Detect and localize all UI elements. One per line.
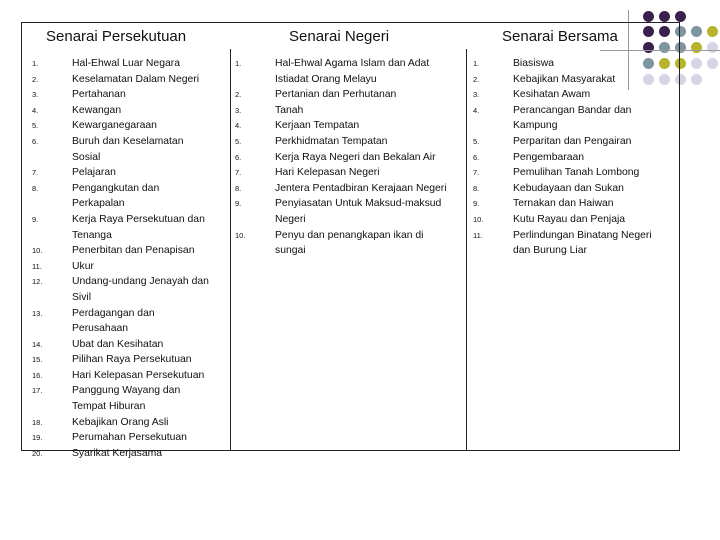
item-text: Jentera Pentadbiran Kerajaan Negeri (275, 182, 447, 194)
decorative-dot (707, 26, 718, 37)
item-number: 7. (235, 168, 242, 178)
item-text: Tanah (275, 104, 304, 116)
list-item (32, 352, 220, 368)
decorative-dot (707, 42, 718, 53)
item-text: Kerja Raya Negeri dan Bekalan Air (275, 151, 436, 163)
list-item (32, 181, 220, 212)
list-item (32, 446, 220, 462)
item-number: 8. (235, 183, 242, 193)
item-number: 11. (32, 261, 42, 271)
list-item (473, 134, 668, 150)
item-number: 4. (473, 105, 480, 115)
item-text: Ubat dan Kesihatan (72, 338, 164, 350)
decorative-dot (707, 58, 718, 69)
list-item (32, 165, 220, 181)
item-number: 2. (473, 74, 480, 84)
item-number: 6. (32, 136, 39, 146)
decorative-dot (691, 58, 702, 69)
item-text: Kebajikan Orang Asli (72, 416, 169, 428)
list-item (32, 430, 220, 446)
item-text: Pertahanan (72, 89, 126, 101)
list-item (32, 337, 220, 353)
item-number: 7. (473, 168, 480, 178)
federal-list (32, 56, 220, 461)
list-item (473, 165, 668, 181)
decorative-dot (659, 11, 670, 22)
list-item (473, 181, 668, 197)
item-text: Kebudayaan dan Sukan (513, 182, 624, 194)
list-item (32, 259, 220, 275)
item-text: Perancangan Bandar dan Kampung (513, 104, 632, 132)
item-number: 18. (32, 417, 43, 427)
item-number: 11. (473, 230, 483, 240)
list-item (235, 118, 460, 134)
item-text: Hari Kelepasan Negeri (275, 167, 380, 179)
item-text: Perdagangan dan Perusahaan (72, 307, 155, 335)
list-item (473, 228, 668, 259)
list-item (32, 368, 220, 384)
item-text: Pelajaran (72, 167, 116, 179)
item-number: 16. (32, 370, 43, 380)
decorative-dot (643, 11, 654, 22)
item-number: 10. (235, 230, 246, 240)
item-number: 10. (473, 214, 484, 224)
item-number: 2. (32, 74, 39, 84)
federal-list-title: Senarai Persekutuan (46, 28, 187, 45)
item-number: 4. (235, 121, 242, 131)
item-text: Pengembaraan (513, 151, 585, 163)
item-number: 12. (32, 277, 43, 287)
item-number: 7. (32, 168, 39, 178)
item-text: Penerbitan dan Penapisan (72, 245, 195, 257)
concurrent-list (473, 56, 668, 259)
concurrent-list-title: Senarai Bersama (502, 28, 618, 45)
item-number: 9. (32, 214, 39, 224)
item-text: Ternakan dan Haiwan (513, 198, 614, 210)
item-text: Hal-Ehwal Agama Islam dan Adat Istiadat Orang Melayu (275, 58, 430, 85)
item-number: 10. (32, 246, 43, 256)
item-number: 14. (32, 339, 43, 349)
item-text: Undang-undang Jenayah dan Sivil (72, 276, 209, 303)
item-text: Panggung Wayang dan Tempat Hiburan (72, 385, 181, 413)
decorative-dot (691, 26, 702, 37)
item-text: Kebajikan Masyarakat (513, 73, 616, 85)
item-text: Kesihatan Awam (513, 89, 591, 101)
item-number: 1. (473, 59, 480, 68)
item-number: 3. (473, 90, 480, 100)
list-item (235, 103, 460, 119)
list-item (235, 165, 460, 181)
column-divider (466, 49, 467, 451)
list-item (32, 103, 220, 119)
state-list-title: Senarai Negeri (289, 28, 390, 45)
item-number: 3. (32, 90, 39, 100)
item-text: Perparitan dan Pengairan (513, 135, 632, 147)
list-item (473, 196, 668, 212)
item-text: Penyiasatan Untuk Maksud-maksud Negeri (275, 198, 442, 225)
item-number: 20. (32, 448, 43, 458)
list-item (32, 134, 220, 165)
item-text: Penyu dan penangkapan ikan di sungai (275, 229, 424, 257)
item-number: 8. (32, 183, 39, 193)
item-text: Hari Kelepasan Persekutuan (72, 369, 205, 381)
item-text: Kerja Raya Persekutuan dan Tenanga (72, 213, 205, 241)
list-item (473, 87, 668, 103)
item-text: Perkhidmatan Tempatan (275, 135, 388, 147)
list-item (473, 72, 668, 88)
list-item (32, 118, 220, 134)
item-number: 15. (32, 355, 43, 365)
item-text: Kewangan (72, 104, 122, 116)
list-item (473, 212, 668, 228)
list-item (32, 87, 220, 103)
item-number: 6. (235, 152, 242, 162)
item-number: 1. (235, 59, 242, 68)
column-divider (230, 49, 231, 451)
list-item (235, 196, 460, 227)
item-number: 9. (473, 199, 480, 209)
item-text: Kutu Rayau dan Penjaja (513, 213, 626, 225)
item-number: 9. (235, 199, 242, 209)
item-text: Keselamatan Dalam Negeri (72, 73, 200, 85)
list-item (32, 415, 220, 431)
list-item (32, 243, 220, 259)
item-text: Kewarganegaraan (72, 120, 157, 132)
item-number: 8. (473, 183, 480, 193)
item-text: Kerjaan Tempatan (275, 120, 360, 132)
list-item (235, 181, 460, 197)
list-item (235, 228, 460, 259)
item-number: 5. (473, 136, 480, 146)
item-number: 2. (235, 90, 242, 100)
list-item (235, 56, 460, 87)
item-text: Syarikat Kerjasama (72, 447, 163, 459)
item-text: Perlindungan Binatang Negeri dan Burung Liar (513, 229, 652, 257)
decorative-dot (691, 74, 702, 85)
list-item (235, 134, 460, 150)
item-number: 5. (235, 136, 242, 146)
item-number: 19. (32, 433, 43, 443)
list-item (32, 212, 220, 243)
item-text: Ukur (72, 260, 94, 272)
item-number: 3. (235, 105, 242, 115)
item-text: Perumahan Persekutuan (72, 432, 187, 444)
item-number: 17. (32, 386, 43, 396)
item-number: 5. (32, 121, 39, 131)
decorative-dot (675, 11, 686, 22)
item-text: Pertanian dan Perhutanan (275, 89, 397, 101)
item-number: 4. (32, 105, 39, 115)
state-list (235, 56, 460, 259)
item-text: Pemulihan Tanah Lombong (513, 167, 640, 179)
item-text: Pengangkutan dan Perkapalan (72, 182, 160, 210)
list-item (32, 56, 220, 72)
list-item (235, 150, 460, 166)
item-text: Hal-Ehwal Luar Negara (72, 58, 181, 69)
list-item (473, 56, 668, 72)
item-text: Buruh dan Keselamatan Sosial (72, 135, 184, 163)
list-item (32, 383, 220, 414)
decorative-dot (691, 42, 702, 53)
item-number: 13. (32, 308, 43, 318)
list-item (235, 87, 460, 103)
list-item (32, 274, 220, 305)
list-item (32, 72, 220, 88)
list-item (473, 103, 668, 134)
list-item (473, 150, 668, 166)
item-number: 6. (473, 152, 480, 162)
list-item (32, 306, 220, 337)
item-text: Biasiswa (513, 58, 554, 69)
item-text: Pilihan Raya Persekutuan (72, 354, 192, 366)
item-number: 1. (32, 59, 39, 68)
